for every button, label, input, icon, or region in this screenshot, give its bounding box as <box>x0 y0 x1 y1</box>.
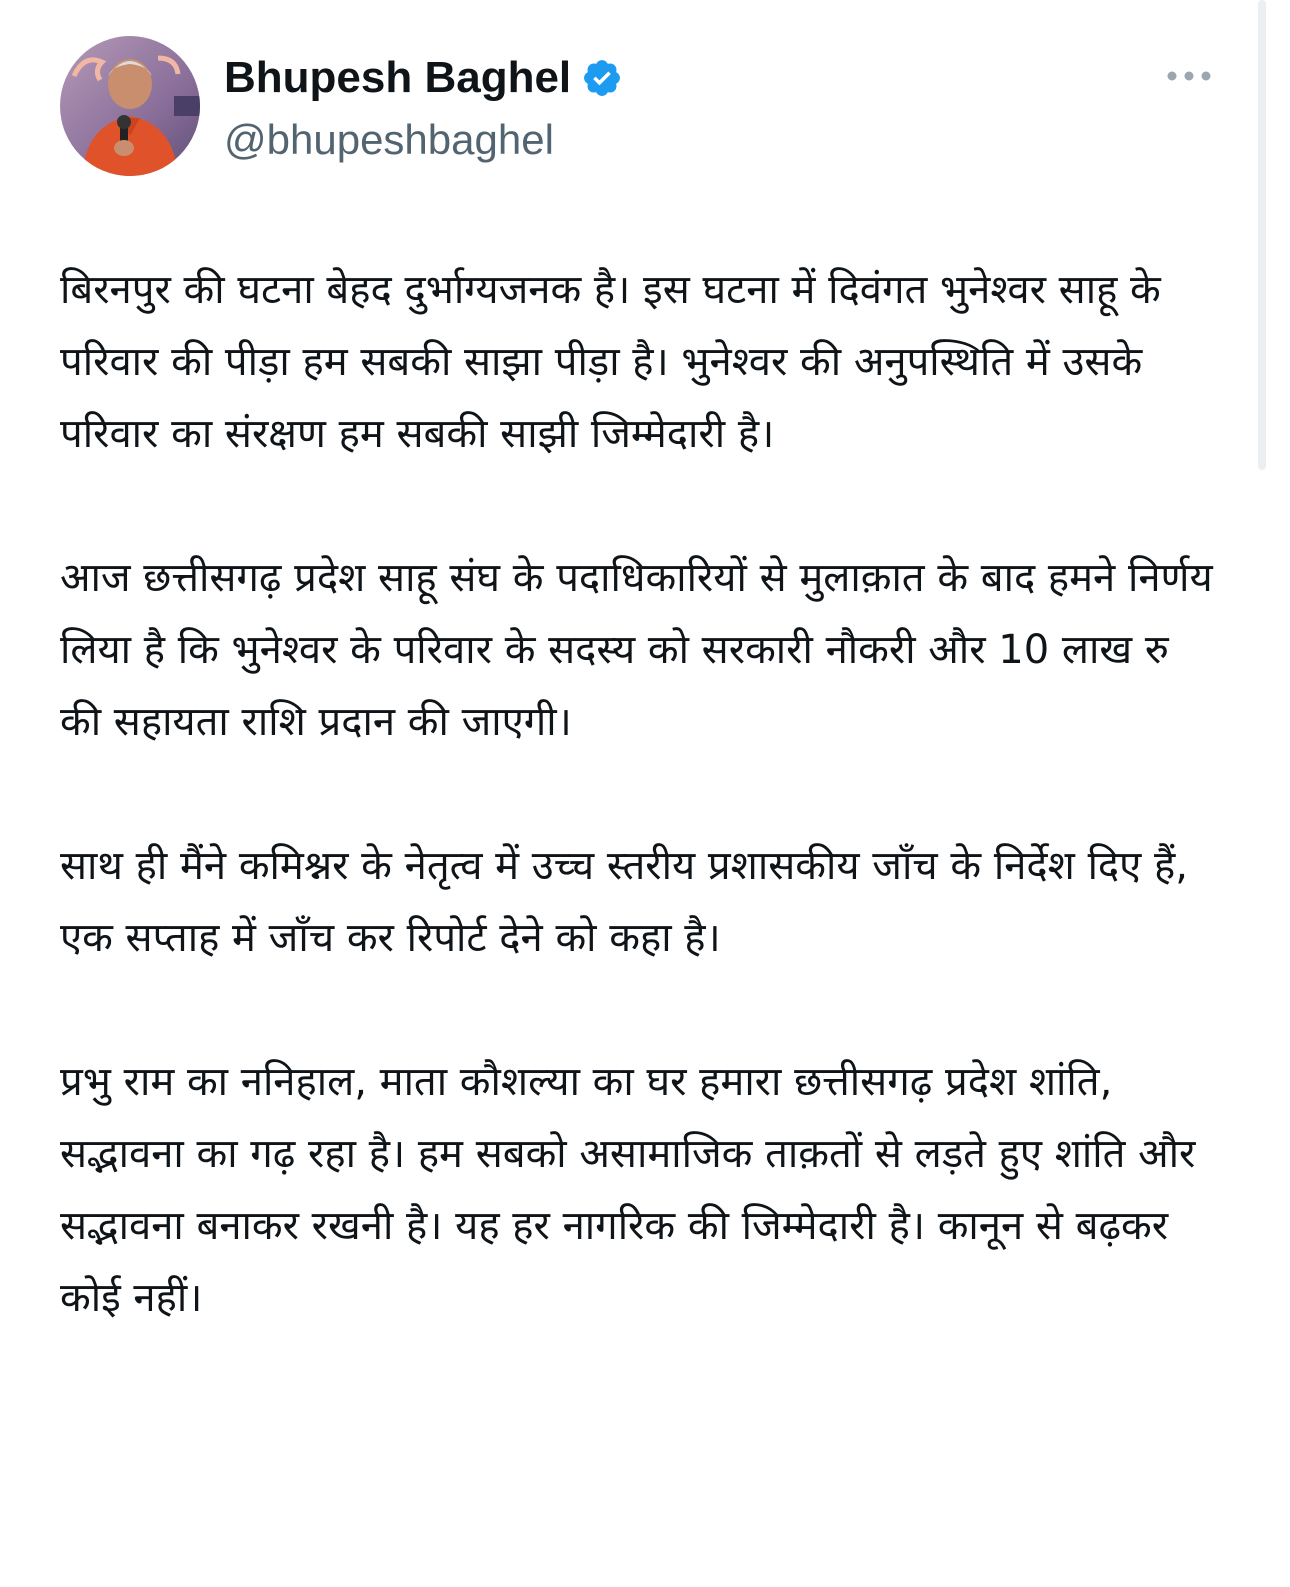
author-info <box>224 50 623 164</box>
tweet-paragraph-1: बिरनपुर की घटना बेहद दुर्भाग्यजनक है। इस घटना में दिवंगत भुनेश्वर साहू के परिवार की पीड़ा हम सबकी साझा पीड़ा है। भुनेश्वर की अनुपस्थिति में उसके परिवार का संरक्षण हम सबकी साझी जिम्मेदारी है। <box>60 267 1161 457</box>
verified-badge-icon[interactable] <box>581 57 623 99</box>
avatar[interactable] <box>60 36 200 176</box>
scrollbar[interactable] <box>1258 0 1266 470</box>
tweet-paragraph-3: साथ ही मैंने कमिश्नर के नेतृत्व में उच्च स्तरीय प्रशासकीय जाँच के निर्देश दिए हैं, एक सप्ताह में जाँच कर रिपोर्ट देने को कहा है। <box>60 843 1188 961</box>
tweet-paragraph-2: आज छत्तीसगढ़ प्रदेश साहू संघ के पदाधिकारियों से मुलाक़ात के बाद हमने निर्णय लिया है कि भुनेश्वर के परिवार के सदस्य को सरकारी नौकरी और 10 लाख रु की सहायता राशि प्रदान की जाएगी। <box>60 555 1213 745</box>
tweet-header <box>60 36 1230 181</box>
tweet-text <box>60 254 1220 1334</box>
tweet-paragraph-4: प्रभु राम का ननिहाल, माता कौशल्या का घर हमारा छत्तीसगढ़ प्रदेश शांति, सद्भावना का गढ़ रहा है। हम सबको असामाजिक ताक़तों से लड़ते हुए शांति और सद्भावना बनाकर रखनी है। यह हर नागरिक की जिम्मेदारी है। कानून से बढ़कर कोई नहीं। <box>60 1059 1196 1321</box>
author-handle[interactable]: @bhupeshbaghel <box>224 116 554 163</box>
more-dots-icon[interactable] <box>1166 66 1212 86</box>
author-display-name[interactable]: Bhupesh Baghel <box>224 53 572 102</box>
name-row <box>224 50 623 106</box>
